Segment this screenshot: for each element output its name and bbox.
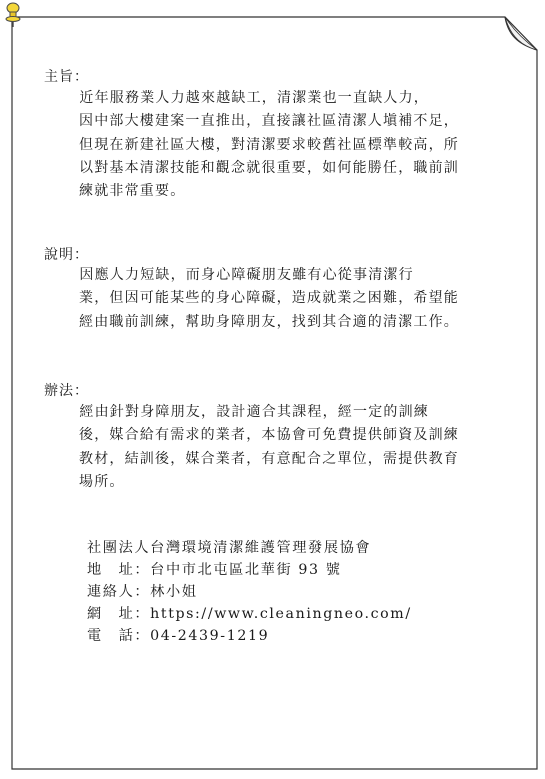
text-line: 因應人力短缺，而身心障礙朋友雖有心從事清潔行: [49, 267, 414, 283]
section-heading-method: 辦法：: [44, 383, 89, 399]
text-line: 教材，結訓後，媒合業者，有意配合之單位，需提供教育: [79, 450, 459, 467]
organization-website: 網 址：https://www.cleaningneo.com/: [87, 606, 412, 622]
text-line: 經由針對身障朋友，設計適合其課程，經一定的訓練: [49, 404, 429, 420]
text-line: 以對基本清潔技能和觀念就很重要，如何能勝任，職前訓: [79, 159, 459, 176]
paragraph-explanation: [49, 264, 459, 334]
organization-address: 地 址：台中市北屯區北華街 93 號: [87, 562, 342, 578]
organization-info: [87, 537, 412, 647]
text-line: 後，媒合給有需求的業者，本協會可免費提供師資及訓練: [79, 427, 459, 444]
text-line: 場所。: [79, 473, 125, 490]
text-line: 業，但因可能某些的身心障礙，造成就業之困難，希望能: [79, 290, 459, 307]
text-line: 近年服務業人力越來越缺工，清潔業也一直缺人力，: [49, 90, 429, 106]
paragraph-method: [49, 401, 459, 494]
text-line: 練就非常重要。: [79, 183, 186, 200]
section-heading-explanation: 說明：: [44, 247, 89, 263]
text-line: 經由職前訓練，幫助身障朋友，找到其合適的清潔工作。: [79, 313, 459, 330]
organization-contact: 連絡人：林小姐: [87, 584, 198, 600]
pushpin-icon: [3, 2, 23, 28]
text-line: 因中部大樓建案一直推出，直接讓社區清潔人塡補不足，: [79, 113, 459, 130]
organization-phone: 電 話：04-2439-1219: [87, 628, 270, 644]
organization-name: 社團法人台灣環境清潔維護管理發展協會: [87, 540, 372, 556]
paragraph-purpose: [49, 87, 459, 203]
text-line: 但現在新建社區大樓，對清潔要求較舊社區標準較高，所: [79, 136, 459, 153]
section-heading-purpose: 主旨：: [44, 69, 89, 85]
